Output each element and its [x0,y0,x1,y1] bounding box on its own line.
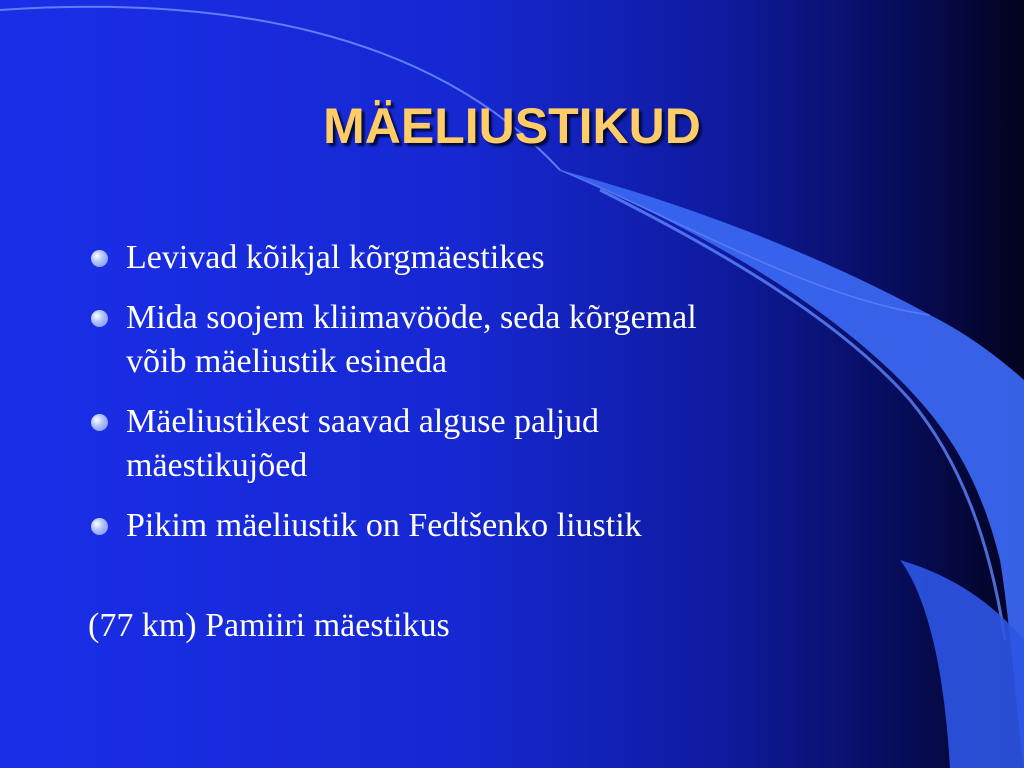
bullet-item [88,400,918,488]
bullet-text: Mida soojem kliimavööde, seda kõrgemal [126,299,697,336]
bullet-item [88,236,918,280]
bullet-dot-icon [91,250,108,267]
bullet-dot-icon [91,518,108,535]
bullet-text-continued: mäestikujõed [126,447,308,484]
bullet-dot-icon [91,414,108,431]
bullet-text: Levivad kõikjal kõrgmäestikes [126,239,545,276]
bullet-text-continued: võib mäeliustik esineda [126,343,448,380]
bullet-text: Mäeliustikest saavad alguse paljud [126,403,600,440]
bullet-text: Pikim mäeliustik on Fedtšenko liustik [126,507,642,544]
slide-title: MÄELIUSTIKUD [323,98,701,154]
bullet-item [88,504,918,548]
bullet-item [88,296,918,384]
continuation-line: (77 km) Pamiiri mäestikus [88,607,450,644]
bullet-dot-icon [91,310,108,327]
bullet-list [88,236,918,564]
